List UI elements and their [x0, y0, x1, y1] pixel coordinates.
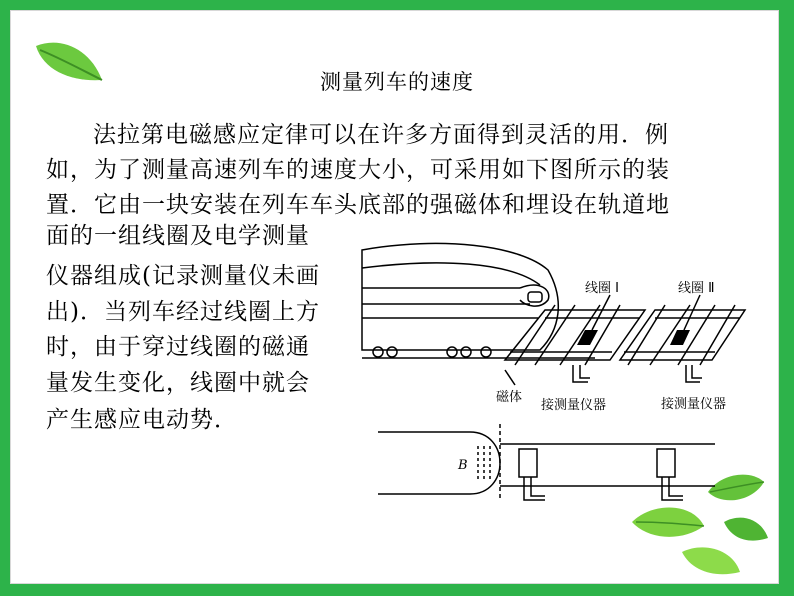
meter-1-label: 接测量仪器 — [541, 398, 607, 413]
meter-2-label: 接测量仪器 — [661, 397, 727, 412]
text-line-2: 如，为了测量高速列车的速度大小，可采用如下图所示的装 — [46, 157, 670, 183]
text-line-8: 量发生变化，线圈中就会 — [46, 370, 310, 396]
text-line-5: 仪器组成(记录测量仪未画 — [46, 263, 320, 289]
magnet-label: 磁体 — [496, 390, 523, 405]
text-line-7: 时，由于穿过线圈的磁通 — [46, 334, 310, 360]
text-line-4: 面的一组线圈及电学测量 — [46, 223, 310, 249]
text-line-3: 置．它由一块安装在列车车头底部的强磁体和埋设在轨道地 — [46, 192, 670, 218]
text-line-6: 出)．当列车经过线圈上方 — [46, 299, 320, 325]
coil-1-label: 线圈 Ⅰ — [585, 281, 619, 296]
coil-2-label: 线圈 Ⅱ — [678, 281, 715, 296]
text-line-9: 产生感应电动势． — [46, 407, 238, 433]
page-title: 测量列车的速度 — [320, 70, 474, 94]
text-line-1: 法拉第电磁感应定律可以在许多方面得到灵活的用．例 — [93, 122, 669, 148]
field-b-label: B — [458, 458, 468, 473]
